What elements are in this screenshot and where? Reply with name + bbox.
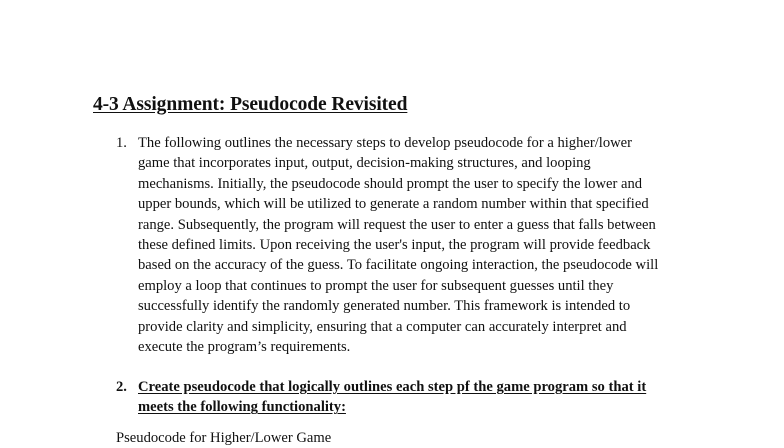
list-marker-1: 1. xyxy=(116,135,127,151)
list-marker-2: 2. xyxy=(116,379,127,395)
text-line: these defined limits. Upon receiving the user's input, the program will provide feedback xyxy=(138,237,651,254)
text-line: range. Subsequently, the program will request the user to enter a guess that falls between xyxy=(138,216,656,233)
text-line: employ a loop that continues to prompt the user for subsequent guesses until they xyxy=(138,277,614,294)
page-title: 4-3 Assignment: Pseudocode Revisited xyxy=(93,94,408,115)
text-line: provide clarity and simplicity, ensuring that a computer can accurately interpret and xyxy=(138,318,627,335)
text-line: game that incorporates input, output, decision-making structures, and looping xyxy=(138,155,591,172)
text-line: The following outlines the necessary steps to develop pseudocode for a higher/lower xyxy=(138,135,633,151)
list-item-1-text xyxy=(138,133,698,357)
text-line: successfully identify the randomly generated number. This framework is intended to xyxy=(138,298,631,315)
section-heading: Pseudocode for Higher/Lower Game xyxy=(116,430,332,446)
text-line: execute the program’s requirements. xyxy=(138,339,351,356)
list-item-2-text xyxy=(138,377,698,418)
text-line: upper bounds, which will be utilized to generate a random number within that specified xyxy=(138,196,649,213)
text-line: based on the accuracy of the guess. To facilitate ongoing interaction, the pseudocode will xyxy=(138,257,659,274)
text-line: Create pseudocode that logically outlines each step pf the game program so that it xyxy=(138,379,647,395)
text-line: mechanisms. Initially, the pseudocode should prompt the user to specify the lower and xyxy=(138,175,643,192)
text-line: meets the following functionality: xyxy=(138,399,346,416)
